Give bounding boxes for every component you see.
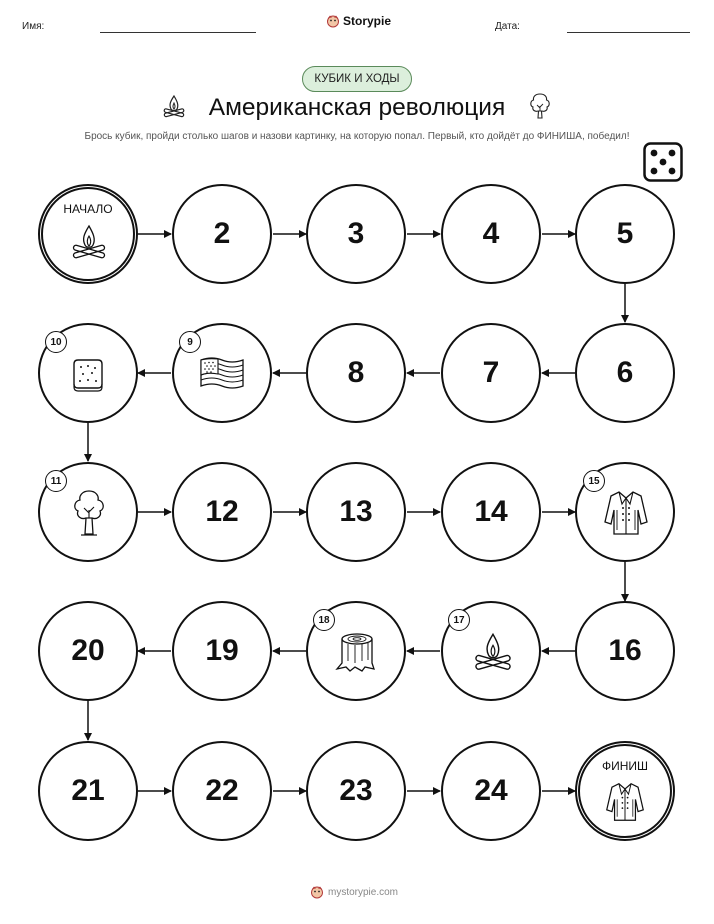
space-number-badge: 17 [448, 609, 470, 631]
page-title: Американская революция [208, 94, 506, 121]
space-12[interactable]: 12 [172, 462, 272, 562]
space-number-badge: 15 [583, 470, 605, 492]
coat-icon [605, 780, 645, 824]
space-14[interactable]: 14 [441, 462, 541, 562]
space-20[interactable]: 20 [38, 601, 138, 701]
space-6[interactable]: 6 [575, 323, 675, 423]
campfire-icon [69, 223, 109, 263]
space-5[interactable]: 5 [575, 184, 675, 284]
instructions: Брось кубик, пройди столько шагов и назови картинку, на которую попал. Первый, кто дойдёт до ФИНИША, победил! [84, 131, 630, 142]
footer [310, 885, 398, 899]
brand-name: Storypie [343, 14, 392, 28]
footer-site[interactable]: mystorypie.com [328, 886, 399, 898]
campfire-icon [471, 631, 515, 675]
space-number-badge: 10 [45, 331, 67, 353]
space-22[interactable]: 22 [172, 741, 272, 841]
finish-label: ФИНИШ [601, 759, 649, 773]
space-3[interactable]: 3 [306, 184, 406, 284]
space-23[interactable]: 23 [306, 741, 406, 841]
space-start[interactable] [38, 184, 138, 284]
space-19[interactable]: 19 [172, 601, 272, 701]
flag-icon [198, 355, 246, 393]
coat-icon [603, 488, 649, 538]
space-number-badge: 11 [45, 470, 67, 492]
space-finish[interactable] [575, 741, 675, 841]
stump-icon [334, 631, 380, 673]
cracker-icon [68, 355, 108, 395]
space-21[interactable]: 21 [38, 741, 138, 841]
space-16[interactable]: 16 [575, 601, 675, 701]
space-13[interactable]: 13 [306, 462, 406, 562]
space-number-badge: 18 [313, 609, 335, 631]
space-2[interactable]: 2 [172, 184, 272, 284]
space-4[interactable]: 4 [441, 184, 541, 284]
tree-icon [67, 488, 111, 538]
date-label: Дата: [495, 21, 520, 32]
space-7[interactable]: 7 [441, 323, 541, 423]
space-8[interactable]: 8 [306, 323, 406, 423]
start-label: НАЧАЛО [63, 202, 113, 216]
storypie-mascot-icon [310, 885, 324, 899]
space-number-badge: 9 [179, 331, 201, 353]
space-24[interactable]: 24 [441, 741, 541, 841]
name-label: Имя: [22, 21, 45, 32]
activity-badge: КУБИК И ХОДЫ [302, 66, 412, 92]
